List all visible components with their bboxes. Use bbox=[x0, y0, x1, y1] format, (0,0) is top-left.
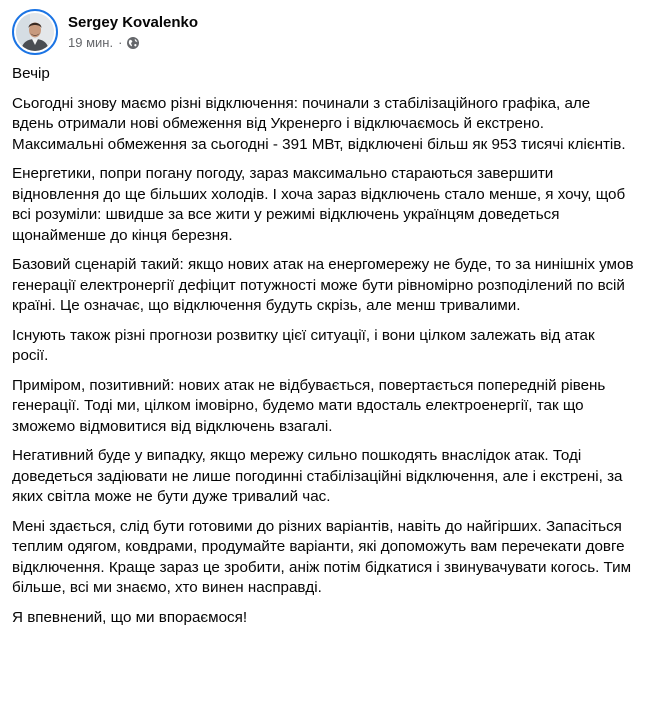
post-paragraph: Існують також різні прогнози розвитку цієї ситуації, і вони цілком залежать від атак росії. bbox=[12, 326, 595, 364]
post-paragraph: Базовий сценарій такий: якщо нових атак на енергомережу не буде, то за нинішніх умов генерації електронергії дефіцит потужності може бути рівномірно розподілений по всій країні. Це означає, що відключення будуть скрізь, але менш тривалими. bbox=[12, 256, 634, 314]
post-paragraph: Приміром, позитивний: нових атак не відбувається, повертається попередній рівень генерації. Тоді ми, цілком імовірно, будемо мати вдосталь електроенергії, так що зможемо відмовитися від відключень взагалі. bbox=[12, 376, 606, 435]
post-paragraph: Вечір bbox=[12, 65, 50, 82]
post-sub-meta bbox=[68, 34, 198, 51]
post-paragraph: Негативний буде у випадку, якщо мережу сильно пошкодять внаслідок атак. Тоді доведеться задіювати не лише погодинні стабілізаційні відключення, але і екстрені, за яких світла може не бути дуже тривалий час. bbox=[12, 447, 623, 505]
post-paragraph: Сьогодні знову маємо різні відключення: починали з стабілізаційного графіка, але вдень отримали нові обмеження від Укренерго і відключаємось й екстрено. Максимальні обмеження за сьогодні - 391 МВт, відключені більш як 953 тисячі клієнтів. bbox=[12, 94, 626, 153]
author-name[interactable]: Sergey Kovalenko bbox=[68, 14, 199, 31]
post-body bbox=[12, 58, 649, 628]
post-paragraph: Мені здається, слід бути готовими до різних варіантів, навіть до найгірших. Запасіться теплим одягом, ковдрами, продумайте варіанти, які допоможуть вам перечекати довге відключення. Краще зараз це зробити, аніж потім бідкатися і звинувачувати когось. Тим більше, всі ми знаємо, хто винен насправді. bbox=[12, 517, 632, 596]
post-meta bbox=[68, 13, 198, 51]
profile-photo-icon bbox=[16, 13, 54, 51]
post-header bbox=[12, 0, 649, 58]
meta-separator: · bbox=[118, 35, 123, 50]
post-paragraph: Енергетики, попри погану погоду, зараз максимально стараються завершити відновлення до ще більших холодів. І хоча зараз відключень стало менше, я хочу, щоб всі розуміли: швидше за все жити у режимі відключень українцям доведеться щонайменше до кінця березня. bbox=[12, 165, 626, 244]
author-avatar[interactable] bbox=[12, 9, 58, 55]
globe-icon[interactable] bbox=[127, 37, 139, 49]
post-paragraph: Я впевнений, що ми впораємося! bbox=[12, 608, 248, 626]
post-timestamp[interactable]: 19 мин. bbox=[68, 35, 114, 50]
